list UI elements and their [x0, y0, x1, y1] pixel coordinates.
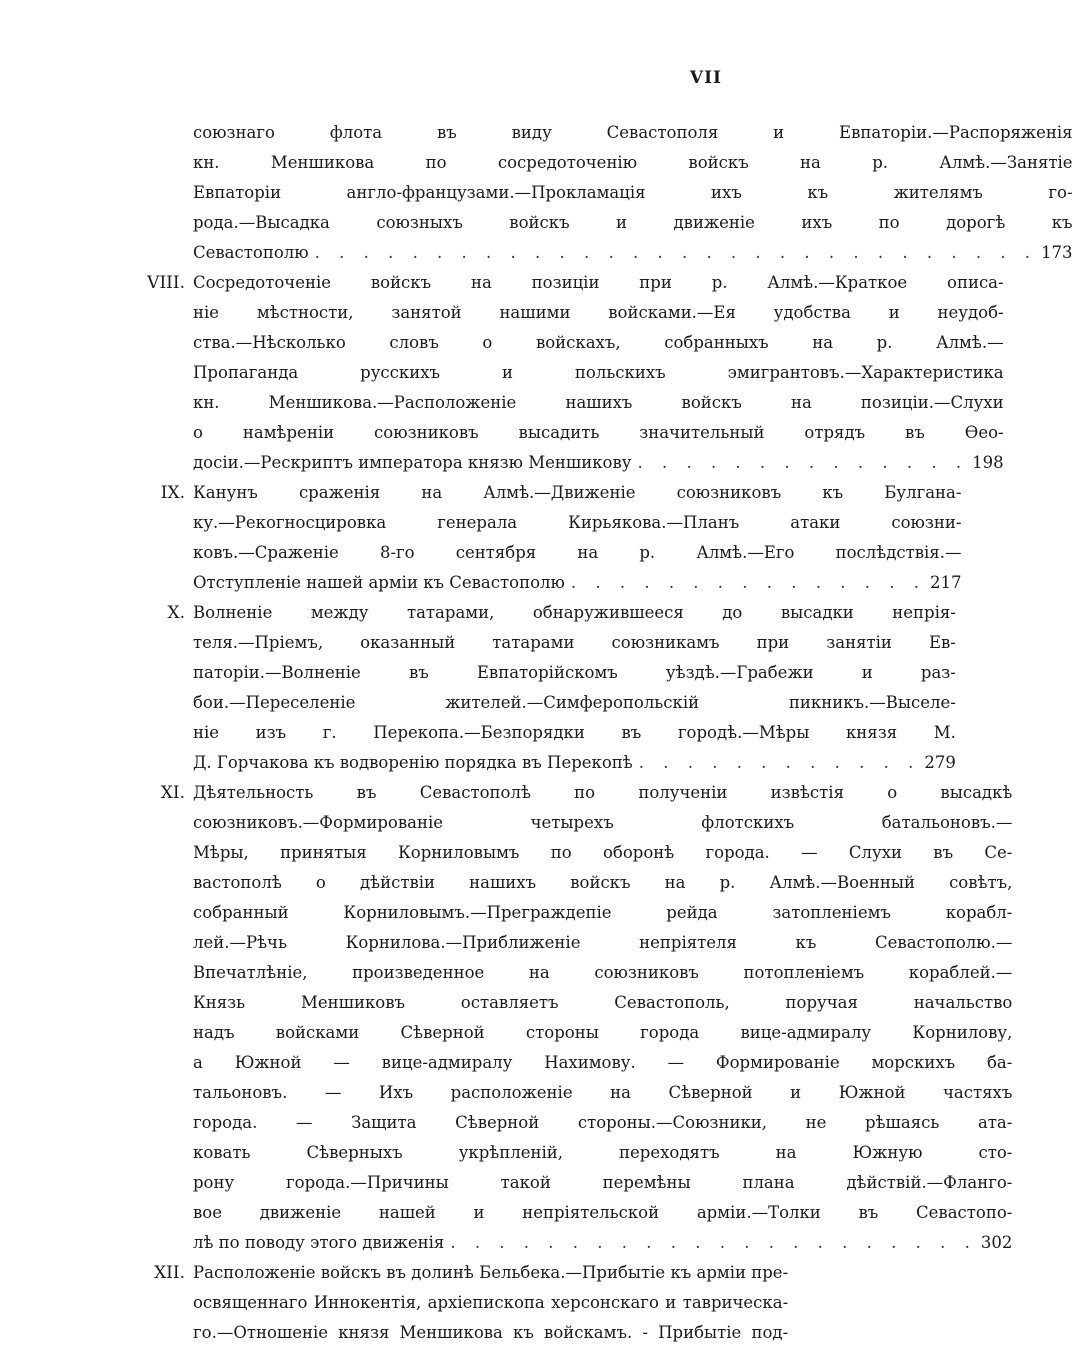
chapter-numeral: XI.	[160, 783, 185, 803]
dot-leader: . . . . . . . . . . . . . . . . . . . . . . . . . . . . . .	[314, 243, 1038, 262]
summary-line: надъ войсками Сѣверной стороны города вице-адмиралу Корнилову,	[193, 1023, 1013, 1042]
chapter-summary	[193, 268, 1004, 478]
chapter-numeral: XII.	[154, 1263, 185, 1283]
chapter-numeral: X.	[167, 603, 185, 623]
summary-line: ніе мѣстности, занятой нашими войсками.—Ея удобства и неудоб-	[193, 303, 1004, 322]
summary-line: рону города.—Причины такой перемѣны плана дѣйствій.—Фланго-	[193, 1173, 1013, 1192]
summary-line: ніе изъ г. Перекопа.—Безпорядки въ городѣ.—Мѣры князя М.	[193, 723, 956, 742]
summary-line: собранный Корниловымъ.—Преграждепіе рейда затопленіемъ корабл-	[193, 903, 1013, 922]
summary-line: ства.—Нѣсколько словъ о войскахъ, собранныхъ на р. Алмѣ.—	[193, 333, 1004, 352]
toc-entry	[130, 268, 1004, 478]
summary-last-line	[193, 448, 1004, 478]
summary-line: союзнаго флота въ виду Севастополя и Евпаторіи.—Распоряженія	[193, 123, 1073, 142]
summary-line: Впечатлѣніе, произведенное на союзниковъ потопленіемъ кораблей.—	[193, 963, 1013, 982]
chapter-numeral: IX.	[160, 483, 185, 503]
summary-line: Евпаторіи англо-французами.—Прокламація ихъ къ жителямъ го-	[193, 183, 1073, 202]
summary-line: Расположеніе войскъ въ долинѣ Бельбека.—Прибытіе къ арміи пре-	[193, 1263, 789, 1282]
summary-line: Отступленіе нашей арміи къ Севастополю	[193, 573, 565, 592]
summary-line: бои.—Переселеніе жителей.—Симферопольскій пикникъ.—Выселе-	[193, 693, 956, 712]
dot-leader: . . . . . . . . . . . . . . .	[570, 573, 926, 592]
page-reference: 217	[929, 573, 962, 592]
toc-entry	[130, 598, 956, 778]
table-of-contents	[130, 118, 1073, 1348]
chapter-numeral	[130, 118, 193, 268]
summary-line: освященнаго Иннокентія, архіепископа херсонскаго и таврическа-	[193, 1293, 789, 1312]
toc-entry	[130, 478, 962, 598]
summary-line: Канунъ сраженія на Алмѣ.—Движеніе союзниковъ къ Булгана-	[193, 483, 962, 502]
summary-last-line	[193, 748, 956, 778]
page-reference: 302	[980, 1233, 1013, 1252]
summary-line: тальоновъ. — Ихъ расположеніе на Сѣверной и Южной частяхъ	[193, 1083, 1013, 1102]
dot-leader: . . . . . . . . . . . .	[638, 753, 921, 772]
summary-line: досіи.—Рескриптъ императора князю Меншикову	[193, 453, 632, 472]
summary-line: вастополѣ о дѣйствіи нашихъ войскъ на р. Алмѣ.—Военный совѣтъ,	[193, 873, 1013, 892]
summary-last-line	[193, 238, 1073, 268]
summary-line: го.—Отношеніе князя Меншикова къ войскамъ. - Прибытіе под-	[193, 1323, 789, 1342]
summary-line: ковать Сѣверныхъ укрѣпленій, переходятъ на Южную сто-	[193, 1143, 1013, 1162]
chapter-summary	[193, 478, 961, 598]
summary-line: кн. Меншикова по сосредоточенію войскъ на р. Алмѣ.—Занятіе	[193, 153, 1073, 172]
toc-entry	[130, 778, 1013, 1258]
summary-line: Волненіе между татарами, обнаружившееся до высадки непрія-	[193, 603, 956, 622]
summary-line: города. — Защита Сѣверной стороны.—Союзники, не рѣшаясь ата-	[193, 1113, 1013, 1132]
summary-line: Дѣятельность въ Севастополѣ по полученіи извѣстія о высадкѣ	[193, 783, 1013, 802]
summary-line: ку.—Рекогносцировка генерала Кирьякова.—Планъ атаки союзни-	[193, 513, 962, 532]
page-number: VII	[689, 68, 722, 88]
summary-line: Князь Меншиковъ оставляетъ Севастополь, поручая начальство	[193, 993, 1013, 1012]
summary-line: Д. Горчакова къ водворенію порядка въ Перекопѣ	[193, 753, 633, 772]
summary-line: а Южной — вице-адмиралу Нахимову. — Формированіе морскихъ ба-	[193, 1053, 1013, 1072]
toc-entry	[130, 1258, 789, 1348]
dot-leader: . . . . . . . . . . . . . .	[637, 453, 969, 472]
summary-line: ковъ.—Сраженіе 8-го сентября на р. Алмѣ.—Его послѣдствія.—	[193, 543, 962, 562]
summary-line: рода.—Высадка союзныхъ войскъ и движеніе ихъ по дорогѣ къ	[193, 213, 1073, 232]
chapter-summary	[193, 118, 1073, 268]
summary-last-line	[193, 1228, 1012, 1258]
toc-entry	[130, 118, 1073, 268]
summary-last-line	[193, 568, 961, 598]
chapter-summary	[193, 598, 956, 778]
summary-line: теля.—Пріемъ, оказанный татарами союзникамъ при занятіи Ев-	[193, 633, 956, 652]
summary-line: Севастополю	[193, 243, 309, 262]
summary-line: о намѣреніи союзниковъ высадить значительный отрядъ въ Ѳео-	[193, 423, 1004, 442]
summary-line: вое движеніе нашей и непріятельской арміи.—Толки въ Севастопо-	[193, 1203, 1013, 1222]
chapter-numeral: VIII.	[147, 273, 185, 293]
chapter-summary	[193, 778, 1012, 1258]
summary-line: Сосредоточеніе войскъ на позиціи при р. Алмѣ.—Краткое описа-	[193, 273, 1004, 292]
summary-line: Пропаганда русскихъ и польскихъ эмигрантовъ.—Характеристика	[193, 363, 1004, 382]
summary-line: лѣ по поводу этого движенія	[193, 1233, 445, 1252]
summary-line: союзниковъ.—Формированіе четырехъ флотскихъ батальоновъ.—	[193, 813, 1013, 832]
dot-leader: . . . . . . . . . . . . . . . . . . . . . .	[450, 1233, 977, 1252]
page-reference: 173	[1041, 243, 1073, 262]
summary-line: кн. Меншикова.—Расположеніе нашихъ войскъ на позиціи.—Слухи	[193, 393, 1004, 412]
page-reference: 198	[972, 453, 1004, 472]
summary-line: паторіи.—Волненіе въ Евпаторійскомъ уѣздѣ.—Грабежи и раз-	[193, 663, 956, 682]
chapter-summary	[193, 1258, 788, 1348]
summary-line: лей.—Рѣчь Корнилова.—Приближеніе непріятеля къ Севастополю.—	[193, 933, 1013, 952]
summary-line: Мѣры, принятыя Корниловымъ по оборонѣ города. — Слухи въ Се-	[193, 843, 1013, 862]
page-reference: 279	[924, 753, 956, 772]
